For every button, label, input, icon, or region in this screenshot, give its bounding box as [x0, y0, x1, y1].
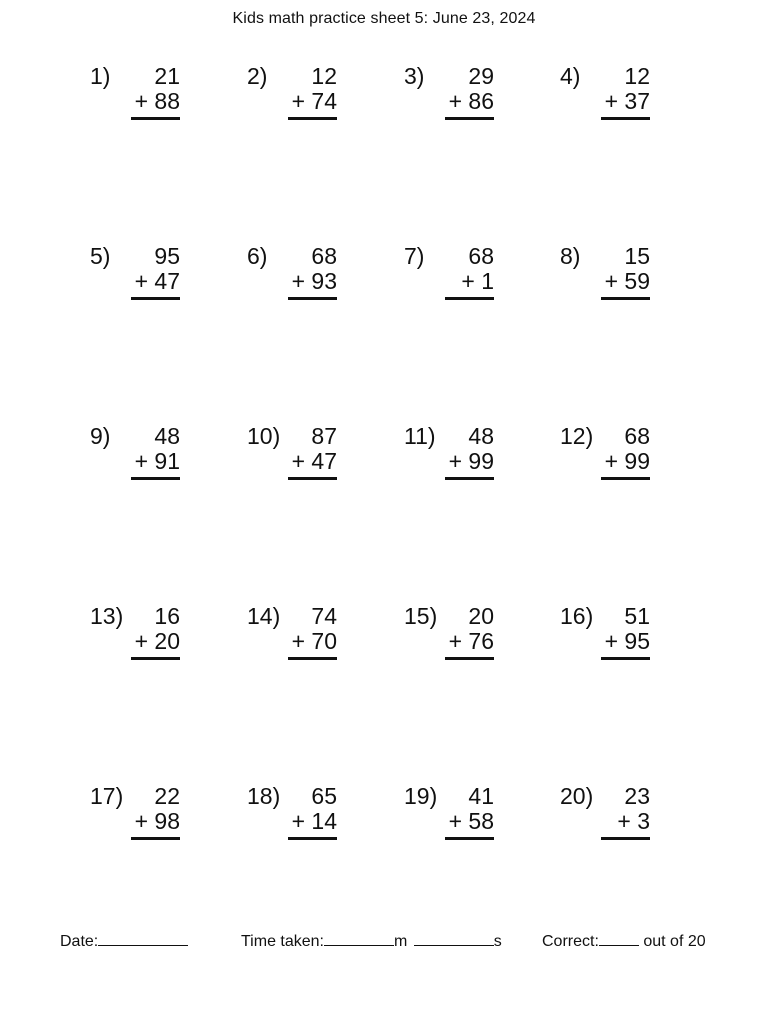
answer-line	[601, 657, 650, 660]
bottom-operand: + 76	[448, 628, 494, 654]
problem-13	[90, 604, 180, 664]
answer-line	[288, 477, 337, 480]
answer-line	[445, 837, 494, 840]
bottom-operand: + 86	[448, 88, 494, 114]
problem-number: 7)	[404, 243, 425, 269]
out-of-label: out of 20	[643, 933, 706, 950]
top-operand: 48	[154, 423, 180, 449]
answer-line	[445, 117, 494, 120]
problem-3	[404, 64, 494, 124]
date-section	[60, 931, 188, 951]
problem-number: 15)	[404, 603, 438, 629]
answer-line	[601, 297, 650, 300]
problem-number: 14)	[247, 603, 281, 629]
bottom-operand: + 47	[291, 448, 337, 474]
top-operand: 12	[311, 63, 337, 89]
top-operand: 16	[154, 603, 180, 629]
top-operand: 65	[311, 783, 337, 809]
bottom-operand: + 91	[134, 448, 180, 474]
top-operand: 15	[624, 243, 650, 269]
bottom-operand: + 99	[448, 448, 494, 474]
problem-8	[560, 244, 650, 304]
top-operand: 23	[624, 783, 650, 809]
problem-number: 19)	[404, 783, 438, 809]
minutes-blank[interactable]	[324, 931, 394, 946]
problem-number: 6)	[247, 243, 268, 269]
answer-line	[288, 117, 337, 120]
bottom-operand: + 37	[604, 88, 650, 114]
bottom-operand: + 59	[604, 268, 650, 294]
problem-number: 13)	[90, 603, 124, 629]
bottom-operand: + 93	[291, 268, 337, 294]
problem-20	[560, 784, 650, 844]
bottom-operand: + 1	[461, 268, 494, 294]
problem-number: 5)	[90, 243, 111, 269]
date-blank[interactable]	[98, 931, 188, 946]
problem-number: 4)	[560, 63, 581, 89]
bottom-operand: + 20	[134, 628, 180, 654]
top-operand: 22	[154, 783, 180, 809]
page-title: Kids math practice sheet 5: June 23, 2024	[232, 10, 536, 27]
bottom-operand: + 3	[617, 808, 650, 834]
problem-6	[247, 244, 337, 304]
problem-2	[247, 64, 337, 124]
bottom-operand: + 95	[604, 628, 650, 654]
top-operand: 68	[624, 423, 650, 449]
bottom-operand: + 98	[134, 808, 180, 834]
problem-number: 1)	[90, 63, 111, 89]
time-label: Time taken:	[241, 933, 324, 950]
problem-number: 11)	[404, 423, 436, 449]
answer-line	[131, 297, 180, 300]
problem-number: 3)	[404, 63, 425, 89]
top-operand: 95	[154, 243, 180, 269]
problem-15	[404, 604, 494, 664]
top-operand: 74	[311, 603, 337, 629]
problem-7	[404, 244, 494, 304]
top-operand: 41	[468, 783, 494, 809]
answer-line	[445, 477, 494, 480]
seconds-blank[interactable]	[414, 931, 494, 946]
top-operand: 29	[468, 63, 494, 89]
problem-14	[247, 604, 337, 664]
answer-line	[288, 297, 337, 300]
problem-1	[90, 64, 180, 124]
bottom-operand: + 58	[448, 808, 494, 834]
time-section	[241, 931, 502, 951]
answer-line	[131, 837, 180, 840]
bottom-operand: + 88	[134, 88, 180, 114]
top-operand: 20	[468, 603, 494, 629]
problem-number: 17)	[90, 783, 124, 809]
answer-line	[601, 837, 650, 840]
problem-9	[90, 424, 180, 484]
problem-10	[247, 424, 337, 484]
problem-12	[560, 424, 650, 484]
problem-18	[247, 784, 337, 844]
answer-line	[131, 477, 180, 480]
answer-line	[288, 657, 337, 660]
problem-number: 16)	[560, 603, 594, 629]
top-operand: 87	[311, 423, 337, 449]
problem-number: 12)	[560, 423, 594, 449]
answer-line	[131, 117, 180, 120]
seconds-unit: s	[493, 933, 502, 950]
top-operand: 12	[624, 63, 650, 89]
top-operand: 68	[468, 243, 494, 269]
correct-blank[interactable]	[599, 931, 639, 946]
date-label: Date:	[60, 933, 99, 950]
problem-number: 20)	[560, 783, 594, 809]
bottom-operand: + 99	[604, 448, 650, 474]
bottom-operand: + 70	[291, 628, 337, 654]
top-operand: 68	[311, 243, 337, 269]
problem-number: 2)	[247, 63, 268, 89]
problem-17	[90, 784, 180, 844]
minutes-unit: m	[394, 933, 408, 950]
bottom-operand: + 74	[291, 88, 337, 114]
top-operand: 21	[154, 63, 180, 89]
bottom-operand: + 14	[291, 808, 337, 834]
top-operand: 51	[624, 603, 650, 629]
problem-number: 10)	[247, 423, 281, 449]
correct-section	[542, 931, 706, 951]
problem-number: 18)	[247, 783, 281, 809]
answer-line	[445, 657, 494, 660]
answer-line	[601, 117, 650, 120]
answer-line	[288, 837, 337, 840]
bottom-operand: + 47	[134, 268, 180, 294]
answer-line	[131, 657, 180, 660]
top-operand: 48	[468, 423, 494, 449]
correct-label: Correct:	[542, 933, 599, 950]
answer-line	[601, 477, 650, 480]
problem-number: 9)	[90, 423, 111, 449]
problem-19	[404, 784, 494, 844]
problem-11	[404, 424, 494, 484]
answer-line	[445, 297, 494, 300]
problem-16	[560, 604, 650, 664]
problem-5	[90, 244, 180, 304]
problem-number: 8)	[560, 243, 581, 269]
problem-4	[560, 64, 650, 124]
